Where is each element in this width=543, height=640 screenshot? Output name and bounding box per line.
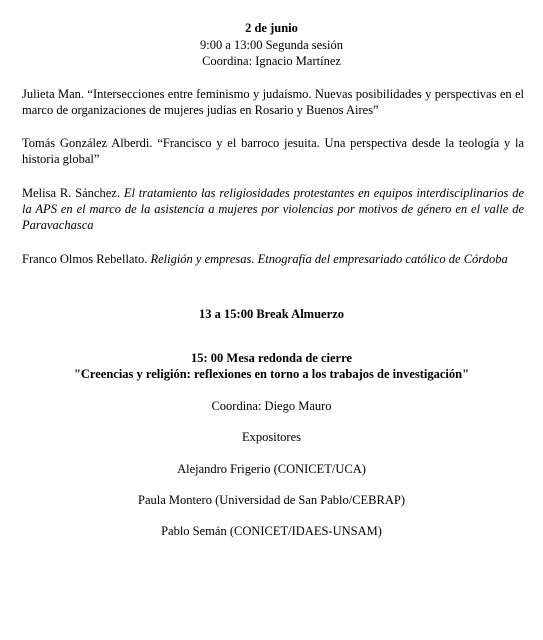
speaker-item: Alejandro Frigerio (CONICET/UCA) (177, 462, 366, 476)
talk-author: Melisa R. Sánchez. (22, 186, 120, 200)
roundtable-coordinator: Coordina: Diego Mauro (211, 399, 332, 413)
talk-author: Julieta Man. (22, 87, 85, 101)
speaker-item: Paula Montero (Universidad de San Pablo/CEBRAP) (138, 493, 405, 507)
roundtable-title: "Creencias y religión: reflexiones en torno a los trabajos de investigación" (73, 367, 470, 381)
talk-entry (22, 86, 524, 118)
talk-entry (22, 251, 524, 267)
speakers-label: Expositores (241, 430, 302, 444)
session-time: 9:00 a 13:00 Segunda sesión (199, 38, 344, 52)
talk-title: “Francisco y el barroco jesuita. Una perspectiva desde la teología y la historia global” (22, 136, 524, 166)
talk-entry (22, 135, 524, 167)
talk-author: Franco Olmos Rebellato. (22, 252, 148, 266)
speaker-item: Pablo Semán (CONICET/IDAES-UNSAM) (161, 524, 382, 538)
break-heading: 13 a 15:00 Break Almuerzo (199, 307, 344, 321)
talk-author: Tomás González Alberdi. (22, 136, 153, 150)
roundtable-heading: 15: 00 Mesa redonda de cierre (191, 351, 352, 365)
talk-title: Religión y empresas. Etnografía del empresariado católico de Córdoba (150, 252, 508, 266)
session-coordinator: Coordina: Ignacio Martínez (202, 54, 341, 68)
talk-entry (22, 185, 524, 233)
talk-title: “Intersecciones entre feminismo y judaísmo. Nuevas posibilidades y perspectivas en el marco de organizaciones de mujeres judías en Rosario y Buenos Aires” (22, 87, 525, 117)
talk-title: El tratamiento las religiosidades protestantes en equipos interdisciplinarios de la APS en el marco de la asistencia a mujeres por violencias por motivos de género en el valle de Paravachasca (22, 186, 525, 232)
session-date: 2 de junio (245, 21, 298, 35)
